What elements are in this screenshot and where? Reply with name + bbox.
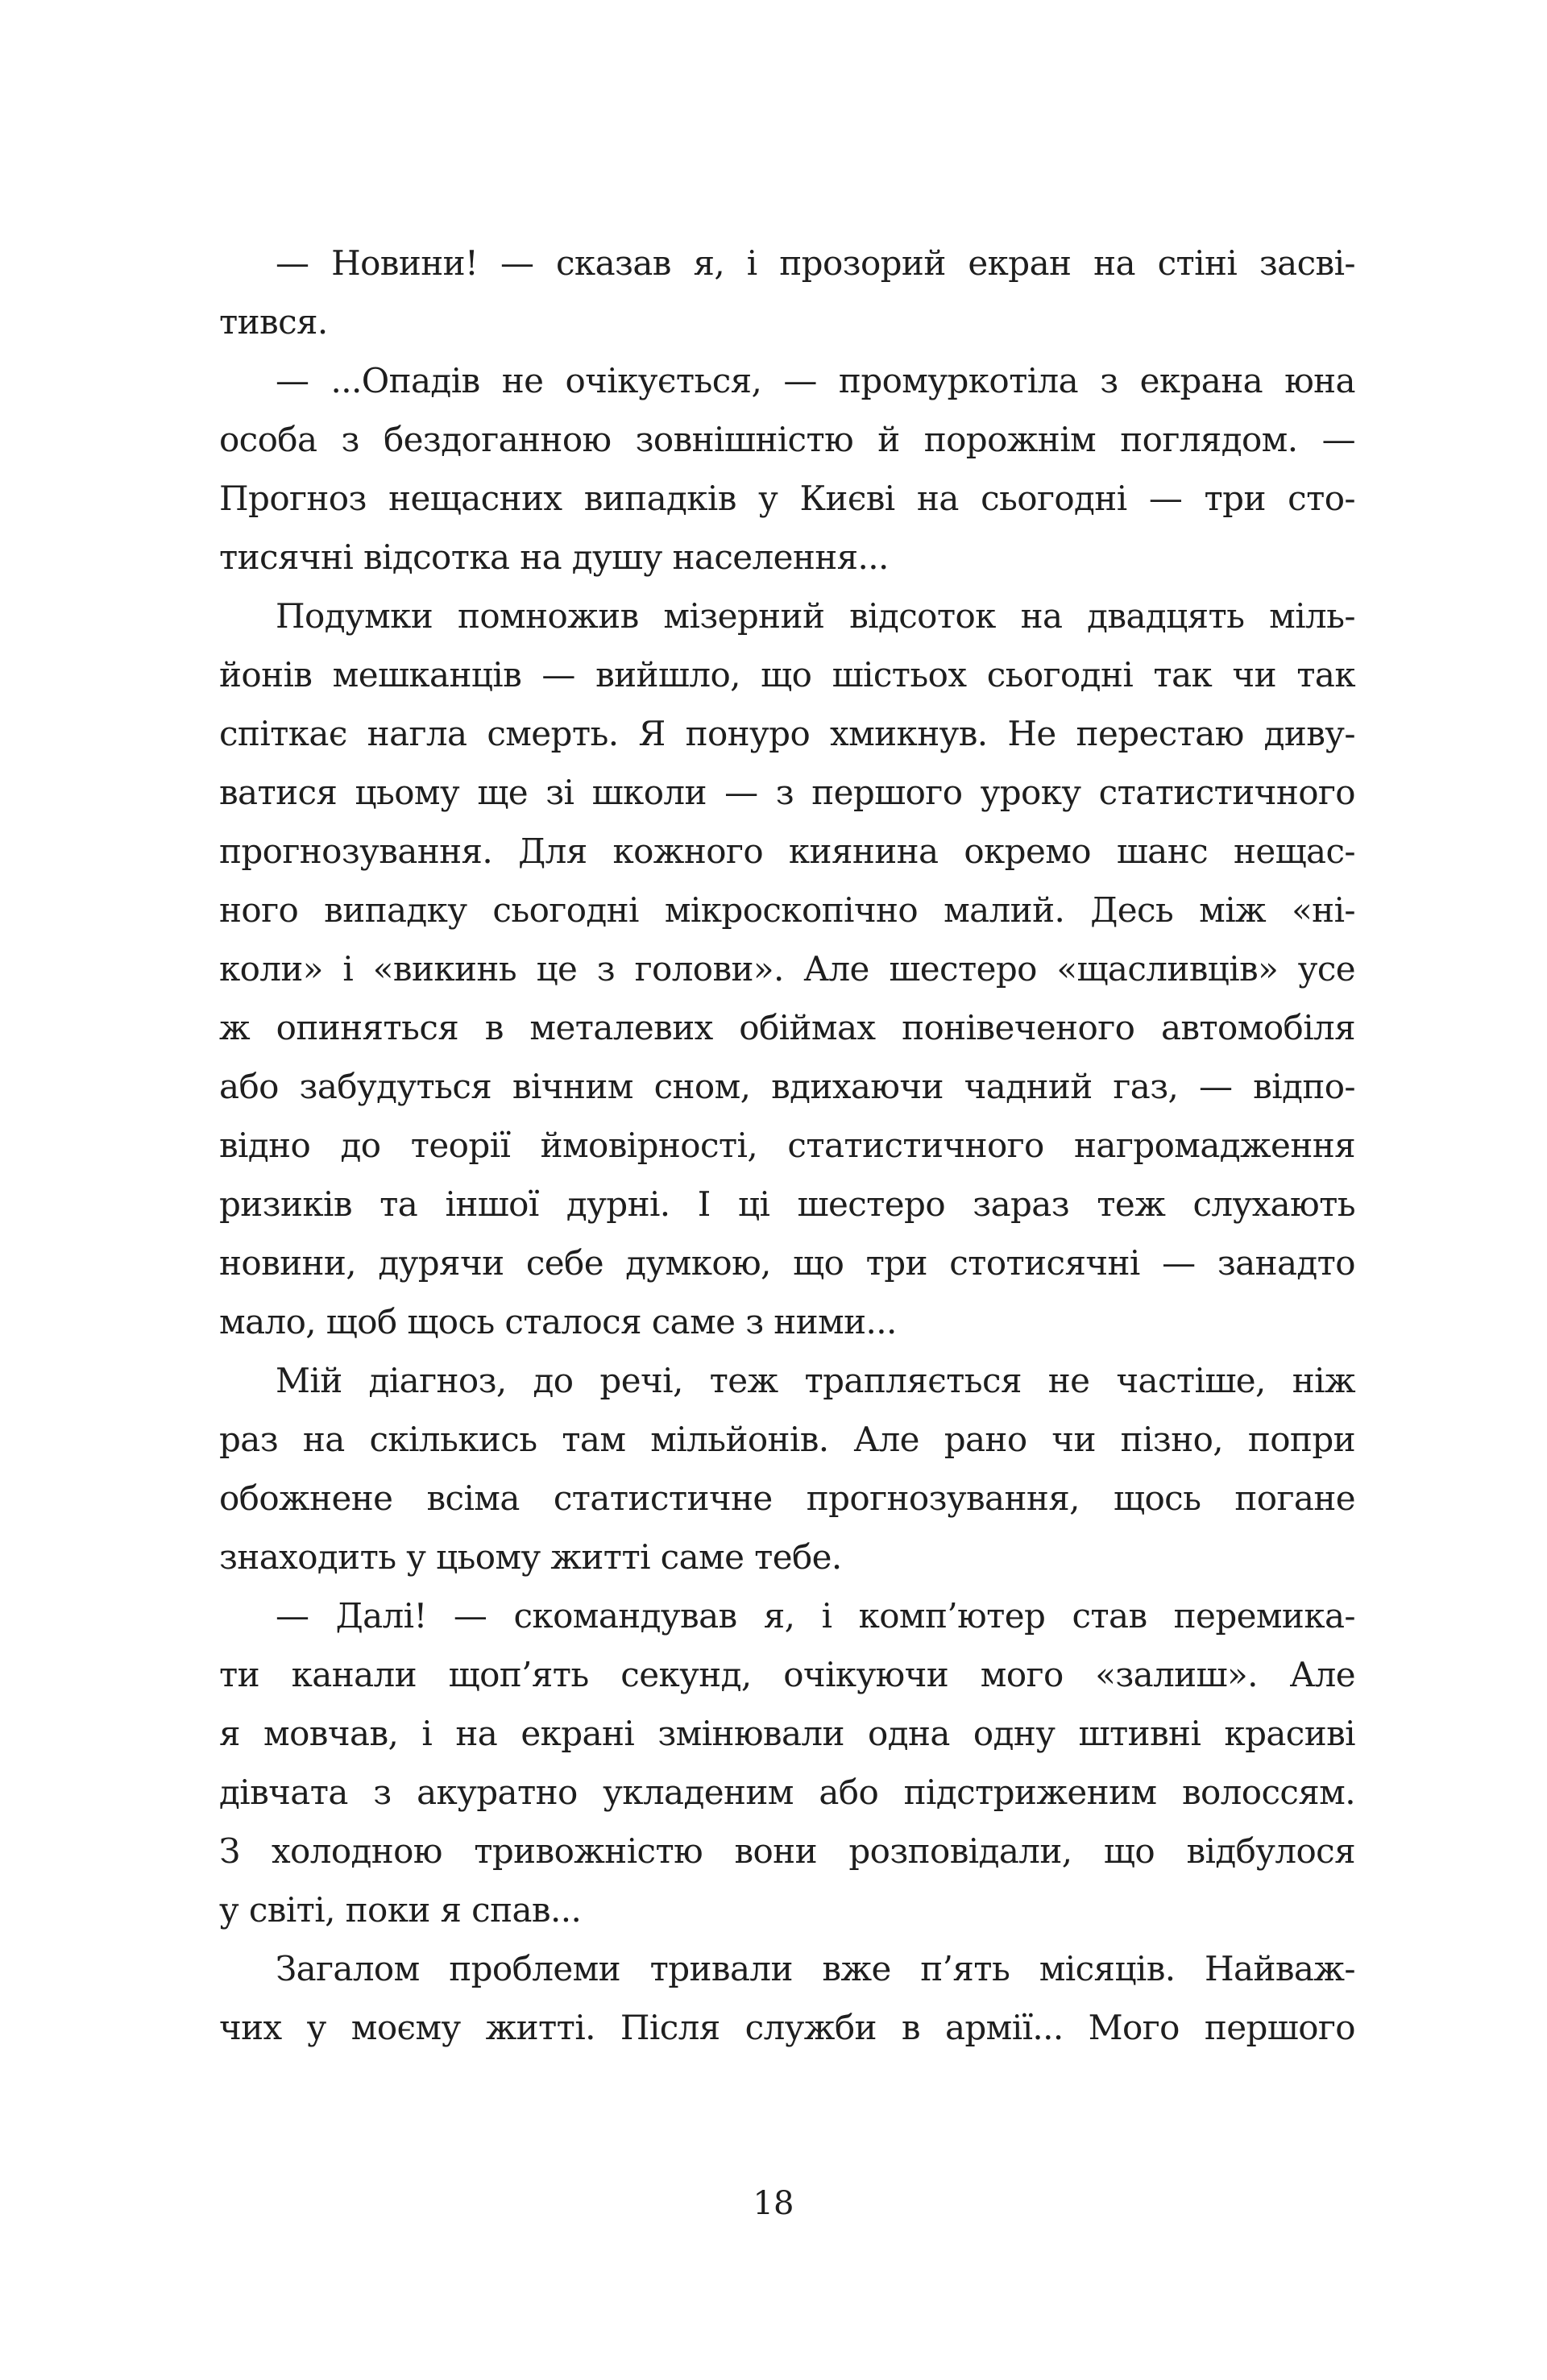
text-line: Подумки помножив мізерний відсоток на двадцять міль- xyxy=(276,596,1355,636)
text-line: ватися цьому ще зі школи — з першого уроку статистичного xyxy=(219,773,1355,812)
text-line: Загалом проблеми тривали вже п’ять місяців. Найваж- xyxy=(276,1949,1355,1988)
text-line: особа з бездоганною зовнішністю й порожнім поглядом. — xyxy=(219,420,1355,459)
text-line: обожнене всіма статистичне прогнозування, щось погане xyxy=(219,1478,1355,1518)
text-line: ного випадку сьогодні мікроскопічно малий. Десь між «ні- xyxy=(219,890,1355,930)
text-line: — Далі! — скомандував я, і комп’ютер став перемика- xyxy=(276,1596,1355,1636)
text-line: ж опиняться в металевих обіймах понівеченого автомобіля xyxy=(219,1008,1355,1047)
text-line: З холодною тривожністю вони розповідали, що відбулося xyxy=(219,1831,1355,1871)
text-line: чих у моєму житті. Після служби в армії... Мого першого xyxy=(219,2008,1355,2047)
text-line: новини, дурячи себе думкою, що три стотисячні — занадто xyxy=(219,1243,1355,1283)
text-line: раз на скількись там мільйонів. Але рано чи пізно, попри xyxy=(219,1420,1355,1459)
text-line: відно до теорії ймовірності, статистичного нагромадження xyxy=(219,1126,1355,1165)
text-line: коли» і «викинь це з голови». Але шестеро «щасливців» усе xyxy=(219,949,1355,989)
page-body-text xyxy=(219,234,1355,2057)
text-line: йонів мешканців — вийшло, що шістьох сьогодні так чи так xyxy=(219,655,1355,695)
text-line: — ...Опадів не очікується, — промуркотіла з екрана юна xyxy=(276,361,1355,400)
text-line: мало, щоб щось сталося саме з ними... xyxy=(219,1302,897,1341)
text-line: тився. xyxy=(219,302,328,342)
text-line: прогнозування. Для кожного киянина окремо шанс нещас- xyxy=(219,831,1355,871)
text-line: дівчата з акуратно укладеним або підстриженим волоссям. xyxy=(219,1773,1355,1812)
text-line: ти канали щоп’ять секунд, очікуючи мого «залиш». Але xyxy=(219,1655,1355,1694)
text-line: Прогноз нещасних випадків у Києві на сьогодні — три сто- xyxy=(219,479,1355,518)
text-line: або забудуться вічним сном, вдихаючи чадний газ, — відпо- xyxy=(219,1067,1355,1106)
text-line: у світі, поки я спав... xyxy=(219,1890,582,1930)
text-line: тисячні відсотка на душу населення... xyxy=(219,537,889,577)
text-line: ризиків та іншої дурні. І ці шестеро зараз теж слухають xyxy=(219,1184,1355,1224)
text-line: — Новини! — сказав я, і прозорий екран на стіні засві- xyxy=(276,243,1355,283)
text-line: я мовчав, і на екрані змінювали одна одну штивні красиві xyxy=(219,1714,1355,1753)
text-line: Мій діагноз, до речі, теж трапляється не частіше, ніж xyxy=(276,1361,1355,1400)
text-line: спіткає нагла смерть. Я понуро хмикнув. Не перестаю диву- xyxy=(219,714,1355,753)
page-number: 18 xyxy=(753,2185,794,2222)
text-line: знаходить у цьому житті саме тебе. xyxy=(219,1537,842,1577)
